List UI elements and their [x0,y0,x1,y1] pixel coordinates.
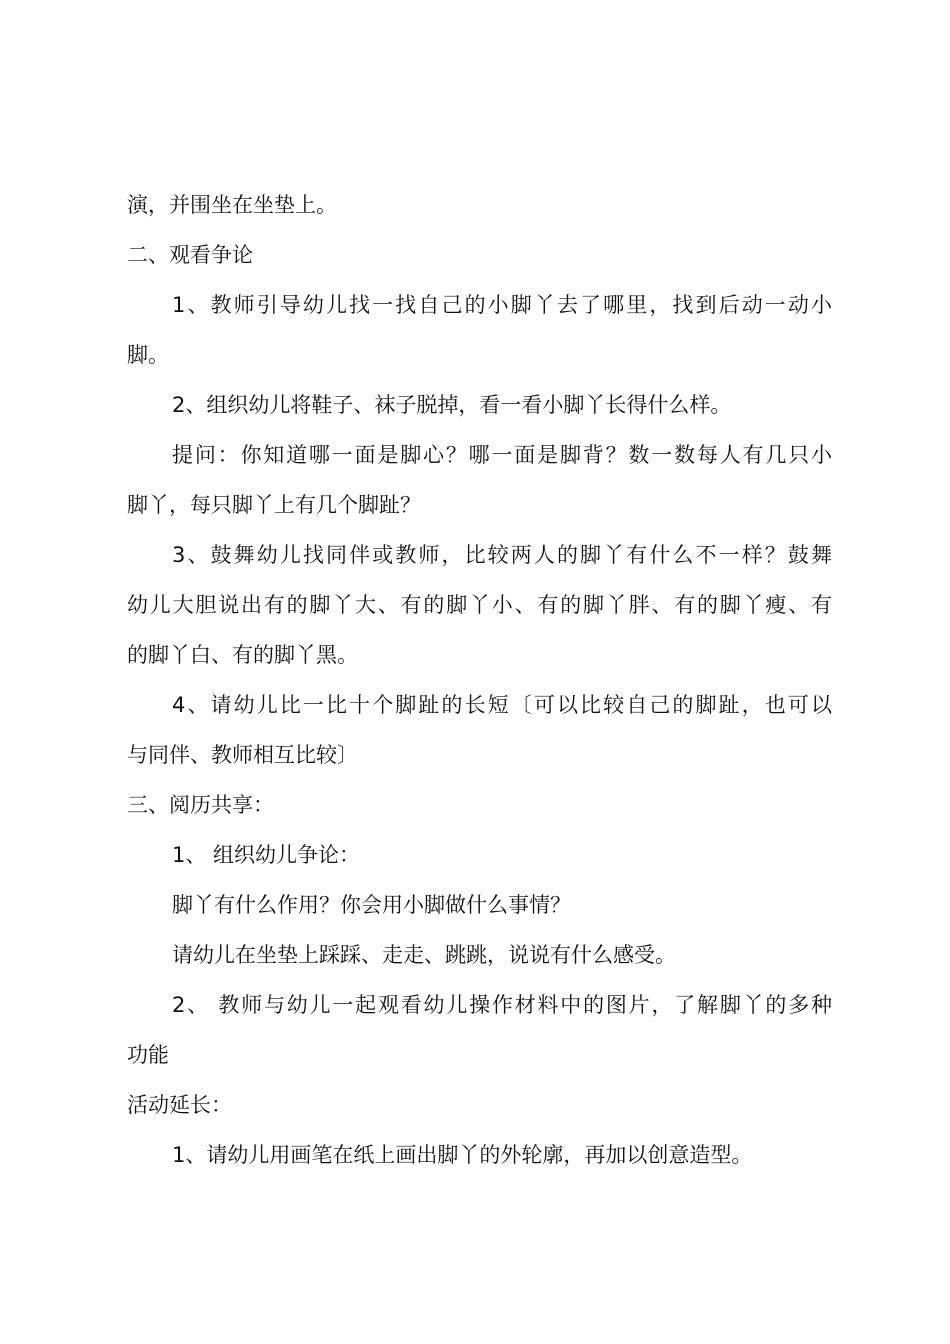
paragraph-sharing-item-2-line-1: 2、 教师与幼儿一起观看幼儿操作材料中的图片，了解脚丫的多种 [172,993,832,1017]
paragraph-item-4-line-1: 4、请幼儿比一比十个脚趾的长短〔可以比较自己的脚趾，也可以 [172,693,832,717]
paragraph-extension-item-1: 1、请幼儿用画笔在纸上画出脚丫的外轮廓，再加以创意造型。 [172,1143,753,1167]
paragraph-question-line-1: 提问：你知道哪一面是脚心？哪一面是脚背？数一数每人有几只小 [172,443,832,467]
paragraph-item-1-line-1: 1、教师引导幼儿找一找自己的小脚丫去了哪里，找到后动一动小 [172,293,832,317]
section-heading-extension: 活动延长： [127,1093,232,1117]
text-line-continuation: 演，并围坐在坐垫上。 [127,193,337,217]
paragraph-sharing-item-1: 1、 组织幼儿争论： [172,843,361,867]
paragraph-item-3-line-2: 幼儿大胆说出有的脚丫大、有的脚丫小、有的脚丫胖、有的脚丫瘦、有 [127,593,832,617]
paragraph-sharing-question: 脚丫有什么作用？你会用小脚做什么事情？ [172,893,571,917]
paragraph-sharing-activity: 请幼儿在坐垫上踩踩、走走、跳跳，说说有什么感受。 [172,943,676,967]
paragraph-item-3-line-1: 3、鼓舞幼儿找同伴或教师，比较两人的脚丫有什么不一样？鼓舞 [172,543,832,567]
document-body [127,180,832,1180]
paragraph-sharing-item-2-line-2: 功能 [127,1043,169,1067]
paragraph-item-3-line-3: 的脚丫白、有的脚丫黑。 [127,643,358,667]
paragraph-item-2: 2、组织幼儿将鞋子、袜子脱掉，看一看小脚丫长得什么样。 [172,393,732,417]
paragraph-item-1-line-2: 脚。 [127,343,169,367]
paragraph-item-4-line-2: 与同伴、教师相互比较〕 [127,743,358,767]
section-heading-sharing: 三、阅历共享： [127,793,274,817]
paragraph-question-line-2: 脚丫，每只脚丫上有几个脚趾？ [127,493,421,517]
section-heading-discussion: 二、观看争论 [127,243,253,267]
